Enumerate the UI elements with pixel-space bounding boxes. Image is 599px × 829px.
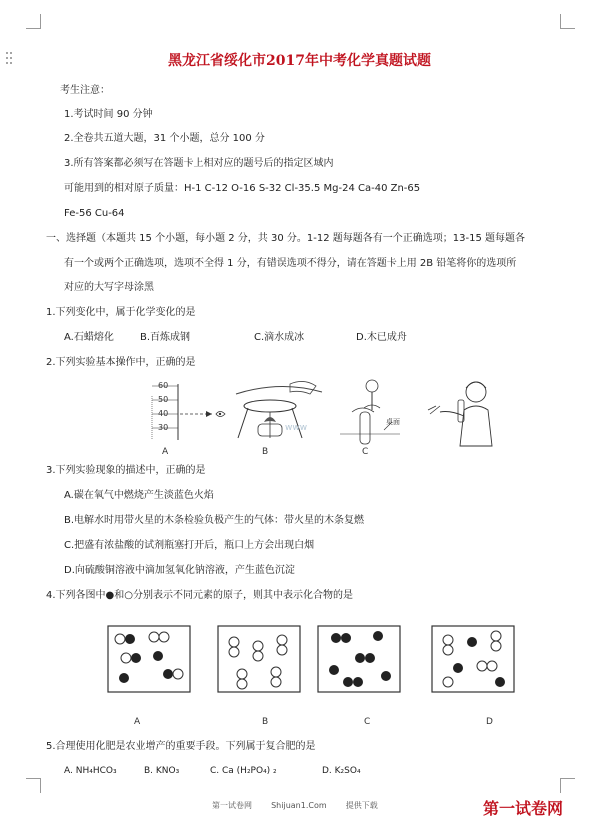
q2-figures [140, 376, 520, 458]
person-test-tube-figure [428, 382, 492, 446]
footer-site-name: 第一试卷网 [212, 801, 252, 810]
question-5-stem: 5.合理使用化肥是农业增产的重要手段。下列属于复合肥的是 [46, 741, 316, 752]
q2-label-b: B [262, 447, 269, 457]
question-1-stem: 1.下列变化中，属于化学变化的是 [46, 307, 196, 318]
cylinder-mark: 30 [158, 423, 169, 432]
q3-option-c: C.把盛有浓盐酸的试剂瓶塞打开后，瓶口上方会出现白烟 [64, 540, 315, 551]
question-3-stem: 3.下列实验现象的描述中，正确的是 [46, 465, 206, 476]
svg-text:www: www [285, 423, 308, 433]
q2-label-a: A [162, 447, 169, 457]
tripod-lamp-figure [236, 381, 322, 438]
q3-option-a: A.碳在氧气中燃烧产生淡蓝色火焰 [64, 490, 214, 501]
q5-option-b: B. KNO₃ [144, 766, 180, 776]
molecule-box-c [318, 626, 400, 692]
brand-watermark: 第一试卷网 [483, 799, 564, 818]
q1-option-c: C.滴水成冰 [254, 332, 305, 343]
notice-item: 3.所有答案都必须写在答题卡上相对应的题号后的指定区域内 [64, 158, 334, 169]
section-instructions: 一、选择题（本题共 15 个小题，每小题 2 分，共 30 分。1-12 题每题各有一个正确选项；13-15 题每题各 [46, 233, 525, 244]
crop-mark-top-left [26, 14, 41, 29]
table-surface-label: 桌面 [386, 418, 400, 426]
q1-option-d: D.木已成舟 [356, 332, 407, 343]
notice-heading: 考生注意： [60, 85, 110, 96]
notice-item: 1.考试时间 90 分钟 [64, 109, 153, 120]
atomic-mass-line: 可能用到的相对原子质量：H-1 C-12 O-16 S-32 Cl-35.5 Mg-24 Ca-40 Zn-65 [64, 183, 421, 194]
footer-site-url[interactable]: Shijuan1.Com [271, 801, 327, 810]
molecule-box-b [218, 626, 300, 692]
question-2-stem: 2.下列实验基本操作中，正确的是 [46, 357, 196, 368]
cylinder-mark: 50 [158, 395, 169, 404]
q5-option-a: A. NH₄HCO₃ [64, 766, 117, 776]
notice-item: 2.全卷共五道大题，31 个小题，总分 100 分 [64, 133, 265, 144]
cylinder-mark: 60 [158, 381, 169, 390]
molecule-box-d [432, 626, 514, 692]
q1-option-b: B.百炼成钢 [140, 332, 191, 343]
section-instructions: 对应的大写字母涂黑 [64, 282, 154, 293]
question-4-stem: 4.下列各图中●和○分别表示不同元素的原子，则其中表示化合物的是 [46, 590, 353, 601]
graduated-cylinder-figure [152, 381, 225, 440]
section-instructions: 有一个或两个正确选项，选项不全得 1 分，有错误选项不得分，请在答题卡上用 2B 铅笔将你的选项所 [64, 258, 517, 269]
q5-option-d: D. K₂SO₄ [322, 766, 361, 776]
dropper-test-tube-figure [340, 380, 400, 444]
q3-option-b: B.电解水时用带火星的木条检验负极产生的气体：带火星的木条复燃 [64, 515, 365, 526]
q4-label-a: A [134, 717, 141, 727]
q4-label-c: C [364, 717, 371, 727]
page-title: 黑龙江省绥化市2017年中考化学真题试题 [168, 53, 431, 69]
crop-mark-bottom-left [26, 778, 41, 793]
q4-label-d: D [486, 717, 493, 727]
q5-option-c: C. Ca (H₂PO₄) ₂ [210, 766, 277, 776]
q3-option-d: D.向硫酸铜溶液中滴加氢氧化钠溶液，产生蓝色沉淀 [64, 565, 295, 576]
atomic-mass-line: Fe-56 Cu-64 [64, 208, 125, 219]
page-footer [212, 800, 378, 811]
crop-mark-top-right [560, 14, 575, 29]
q4-figures [96, 622, 536, 730]
q4-label-b: B [262, 717, 269, 727]
footer-download-text: 提供下载 [345, 801, 378, 810]
molecule-box-a [108, 626, 190, 692]
q2-label-c: C [362, 447, 369, 457]
cylinder-mark: 40 [158, 409, 169, 418]
crop-mark-bottom-right [560, 778, 575, 793]
q1-option-a: A.石蜡熔化 [64, 332, 114, 343]
